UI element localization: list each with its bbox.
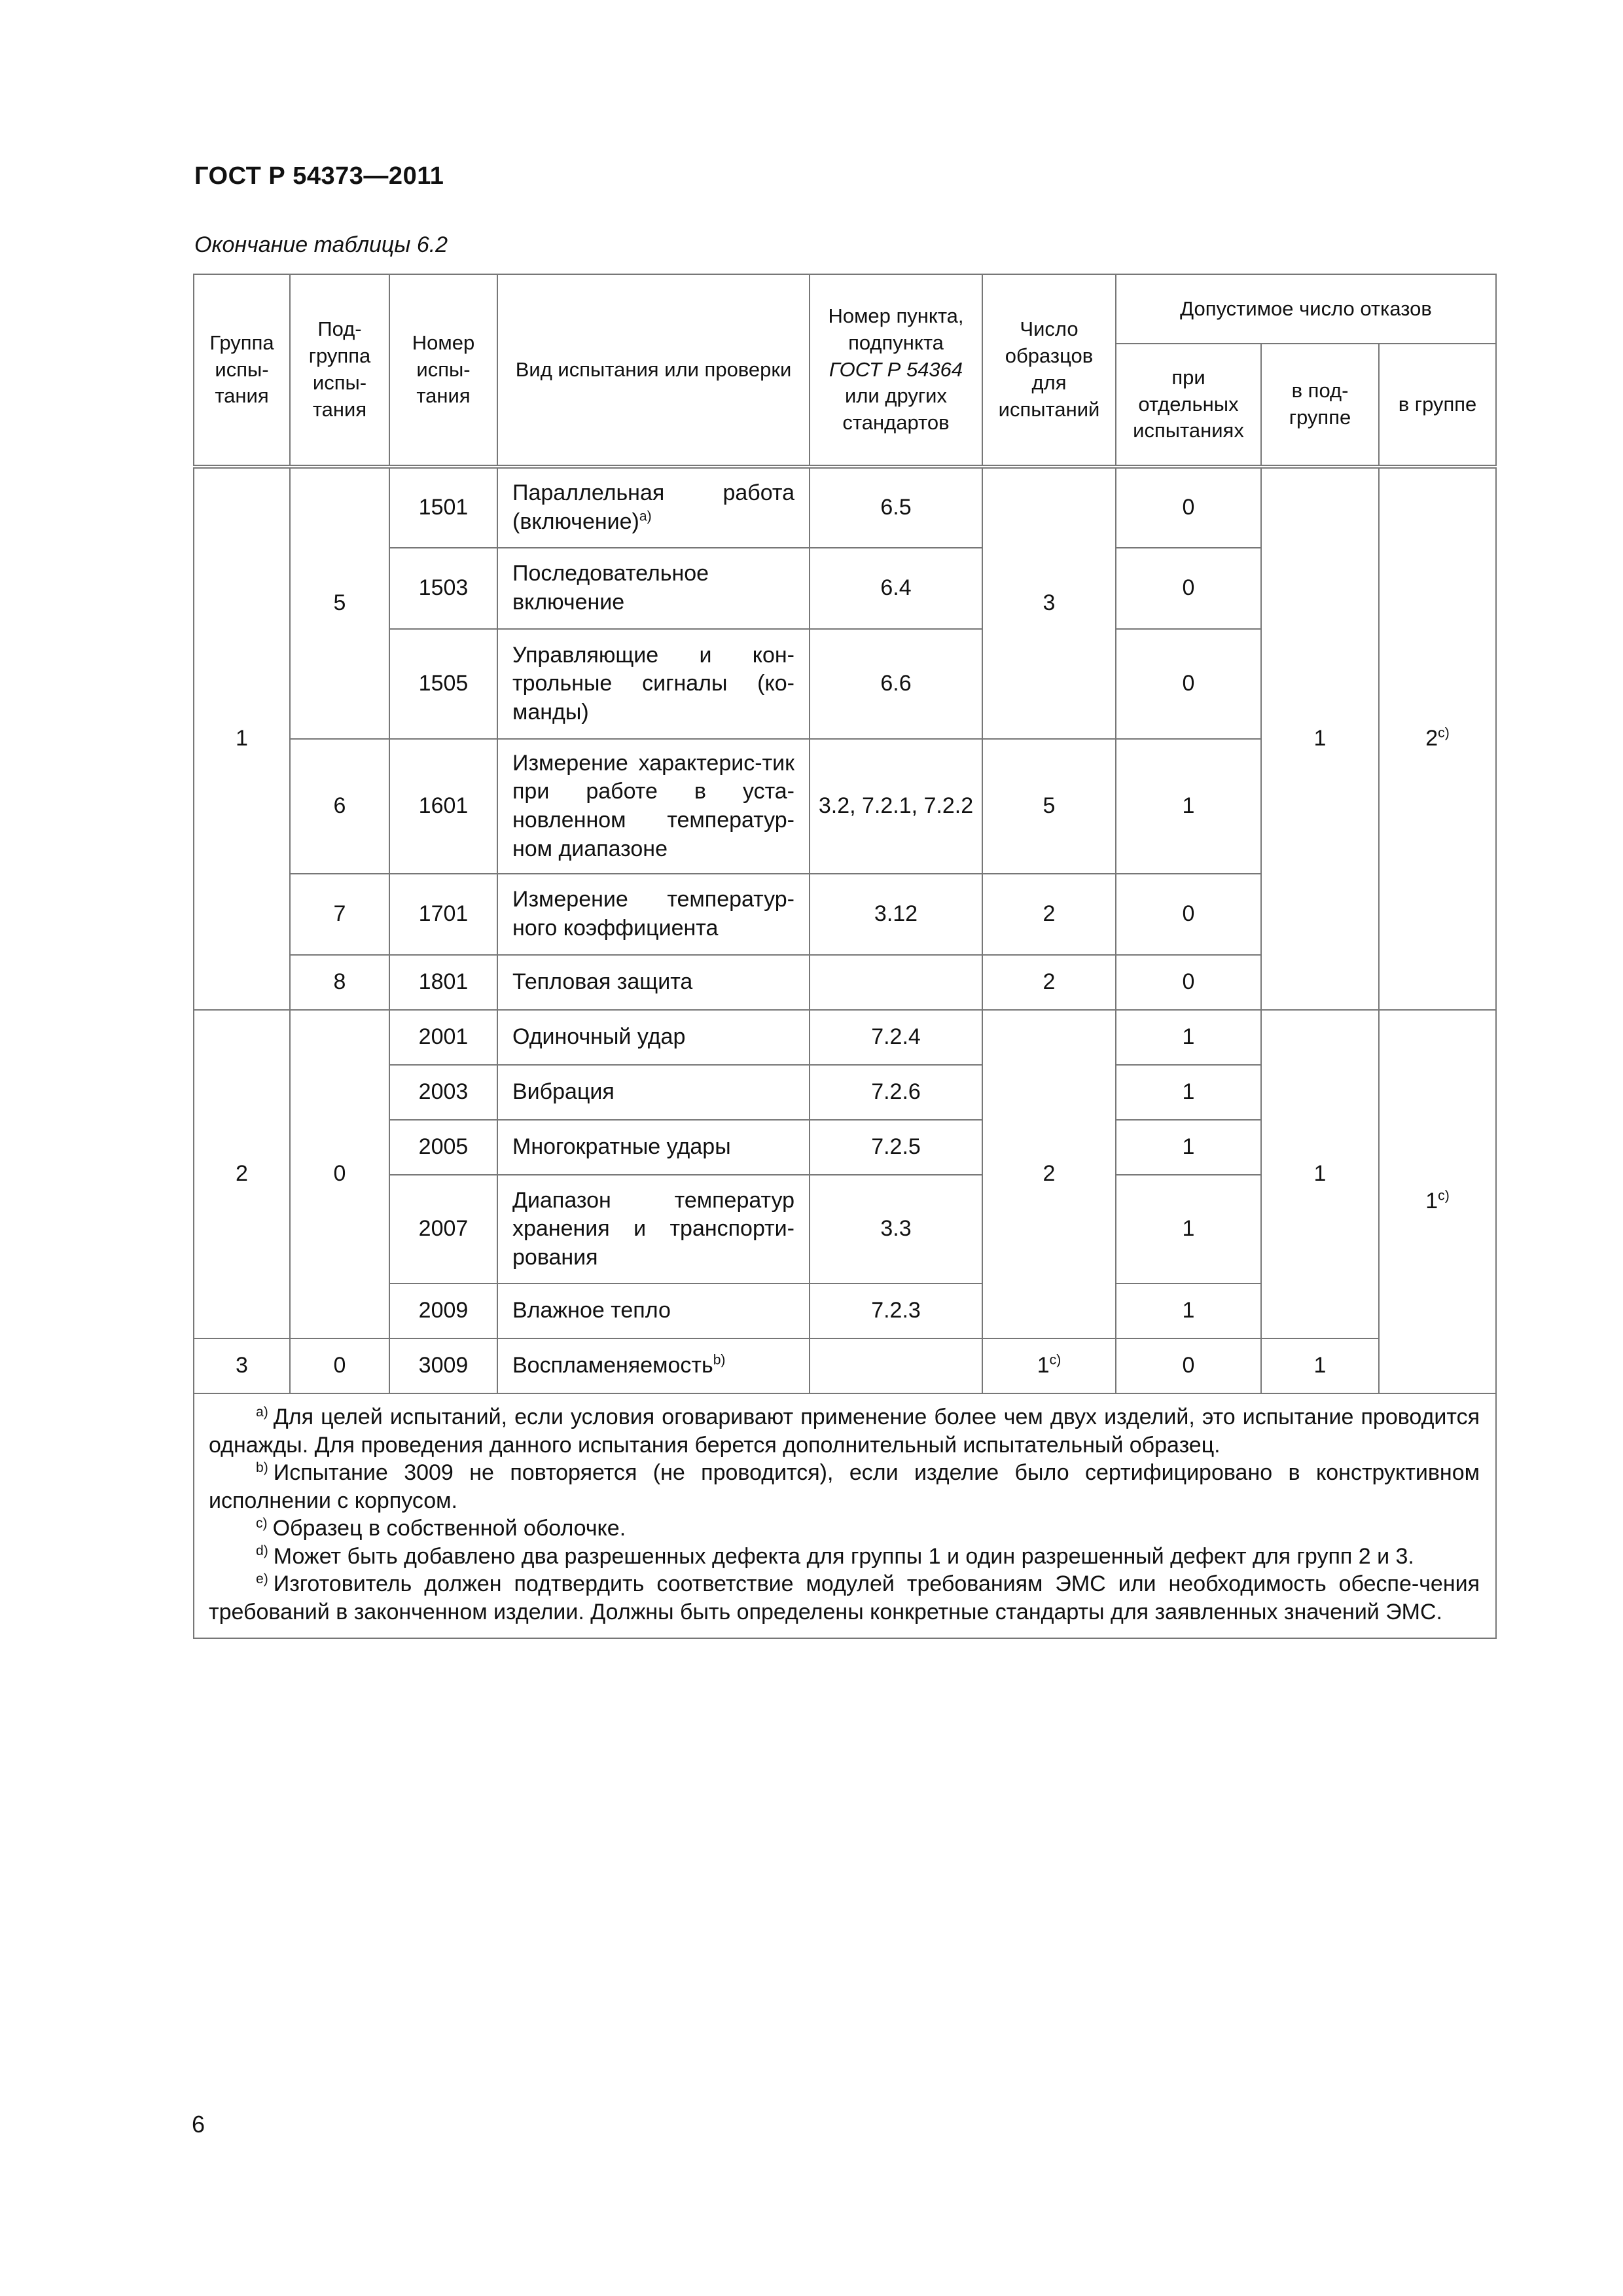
footnote-mark: e) <box>256 1571 268 1587</box>
cell-number: 1701 <box>389 874 497 955</box>
test-table <box>193 274 1497 1639</box>
cell-number: 2003 <box>389 1065 497 1120</box>
page-number: 6 <box>192 2111 205 2138</box>
table-row <box>194 1338 1496 1393</box>
cell-group: 2 <box>194 1010 290 1338</box>
cell-test-name: Последовательное включение <box>497 548 810 629</box>
cell-test-name: Измерение температур-ного коэффициента <box>497 874 810 955</box>
cell-samples: 5 <box>982 739 1116 874</box>
col-header-kind: Вид испытания или проверки <box>497 274 810 467</box>
cell-fail-subgroup: 1 <box>1261 1338 1379 1393</box>
fail-group-value: 2 <box>1425 726 1438 751</box>
footnote-ref: a) <box>639 509 652 524</box>
table-row <box>194 467 1496 548</box>
cell-test-name: Многократные удары <box>497 1120 810 1175</box>
cell-samples: 3 <box>982 467 1116 739</box>
document-header: ГОСТ Р 54373—2011 <box>194 162 444 190</box>
cell-fail-group <box>1379 467 1496 1010</box>
cell-samples <box>982 1338 1116 1393</box>
cell-clause <box>810 955 982 1010</box>
col-header-samples: Число образцов для испытаний <box>982 274 1116 467</box>
footnote-mark: d) <box>256 1543 268 1559</box>
cell-clause: 7.2.4 <box>810 1010 982 1065</box>
test-name-text: Воспламеняемость <box>512 1353 713 1378</box>
cell-number: 3009 <box>389 1338 497 1393</box>
footnote <box>209 1543 1480 1571</box>
cell-fail-individual: 1 <box>1116 1065 1261 1120</box>
col-header-fail-subgroup: в под-группе <box>1261 344 1379 467</box>
cell-fail-individual: 1 <box>1116 739 1261 874</box>
footnote-ref: c) <box>1438 1188 1450 1204</box>
clause-line1: Номер пункта, подпункта <box>828 304 964 354</box>
cell-fail-individual: 1 <box>1116 1010 1261 1065</box>
cell-test-name <box>497 1338 810 1393</box>
cell-clause: 3.2, 7.2.1, 7.2.2 <box>810 739 982 874</box>
test-name-text: Параллельная работа (включение) <box>512 480 794 534</box>
cell-test-name: Тепловая защита <box>497 955 810 1010</box>
footnote-text: Может быть добавлено два разрешенных дефекта для группы 1 и один разрешенный дефект для групп 2 и 3. <box>273 1543 1414 1569</box>
cell-fail-individual: 0 <box>1116 467 1261 548</box>
footnote-ref: c) <box>1049 1352 1061 1368</box>
notes-row <box>194 1393 1496 1638</box>
cell-clause: 7.2.3 <box>810 1283 982 1338</box>
col-header-clause <box>810 274 982 467</box>
cell-test-name: Измерение характерис-тик при работе в уста-новленном температур-ном диапазоне <box>497 739 810 874</box>
cell-test-name <box>497 467 810 548</box>
footnote-text: Изготовитель должен подтвердить соответствие модулей требованиям ЭМС или необходимость обеспе-чения требований в законченном изделии. Должны быть определены конкретные стандарты для заявленных значений ЭМС. <box>209 1571 1480 1624</box>
table-caption: Окончание таблицы 6.2 <box>194 232 448 257</box>
cell-number: 1501 <box>389 467 497 548</box>
cell-samples: 2 <box>982 955 1116 1010</box>
cell-number: 1801 <box>389 955 497 1010</box>
cell-clause <box>810 1338 982 1393</box>
cell-fail-subgroup: 1 <box>1261 467 1379 1010</box>
footnote <box>209 1459 1480 1515</box>
cell-clause: 7.2.6 <box>810 1065 982 1120</box>
col-header-failures: Допустимое число отказов <box>1116 274 1496 344</box>
cell-number: 2001 <box>389 1010 497 1065</box>
footnote-text: Для целей испытаний, если условия оговаривают применение более чем двух изделий, это испытание проводится однажды. Для проведения данного испытания берется дополнительный испытательный образец. <box>209 1405 1480 1458</box>
cell-clause: 6.6 <box>810 629 982 739</box>
cell-clause: 3.3 <box>810 1175 982 1283</box>
cell-subgroup: 0 <box>290 1010 389 1338</box>
footnote-ref: b) <box>713 1352 726 1368</box>
col-header-fail-individual: при отдельных испытаниях <box>1116 344 1261 467</box>
cell-test-name: Диапазон температур хранения и транспорти-рования <box>497 1175 810 1283</box>
col-header-subgroup: Под-группа испы-тания <box>290 274 389 467</box>
cell-fail-individual: 1 <box>1116 1283 1261 1338</box>
col-header-fail-group: в группе <box>1379 344 1496 467</box>
cell-clause: 7.2.5 <box>810 1120 982 1175</box>
cell-samples: 2 <box>982 874 1116 955</box>
cell-subgroup: 8 <box>290 955 389 1010</box>
cell-test-name: Одиночный удар <box>497 1010 810 1065</box>
cell-fail-individual: 0 <box>1116 955 1261 1010</box>
table-notes <box>194 1393 1496 1638</box>
cell-number: 1503 <box>389 548 497 629</box>
cell-test-name: Управляющие и кон-трольные сигналы (ко-манды) <box>497 629 810 739</box>
table-row <box>194 1010 1496 1065</box>
footnote-mark: a) <box>256 1404 268 1420</box>
cell-subgroup: 7 <box>290 874 389 955</box>
cell-fail-individual: 0 <box>1116 1338 1261 1393</box>
col-header-group: Группа испы-тания <box>194 274 290 467</box>
cell-fail-individual: 0 <box>1116 548 1261 629</box>
clause-line2: или других стандартов <box>842 384 950 435</box>
footnote-ref: c) <box>1438 725 1450 741</box>
footnote <box>209 1570 1480 1626</box>
cell-samples: 2 <box>982 1010 1116 1338</box>
cell-group: 3 <box>194 1338 290 1393</box>
cell-fail-individual: 0 <box>1116 874 1261 955</box>
cell-number: 2007 <box>389 1175 497 1283</box>
cell-fail-subgroup: 1 <box>1261 1010 1379 1338</box>
samples-value: 1 <box>1037 1353 1050 1378</box>
cell-fail-individual: 0 <box>1116 629 1261 739</box>
cell-fail-individual: 1 <box>1116 1175 1261 1283</box>
fail-group-value: 1 <box>1425 1189 1438 1214</box>
cell-subgroup: 6 <box>290 739 389 874</box>
cell-number: 2005 <box>389 1120 497 1175</box>
cell-test-name: Вибрация <box>497 1065 810 1120</box>
footnote-mark: b) <box>256 1460 268 1475</box>
footnote <box>209 1403 1480 1459</box>
cell-clause: 6.4 <box>810 548 982 629</box>
cell-subgroup: 5 <box>290 467 389 739</box>
footnote-text: Испытание 3009 не повторяется (не проводится), если изделие было сертифицировано в конструктивном исполнении с корпусом. <box>209 1460 1480 1513</box>
cell-group: 1 <box>194 467 290 1010</box>
footnote-text: Образец в собственной оболочке. <box>272 1516 626 1541</box>
cell-number: 2009 <box>389 1283 497 1338</box>
cell-fail-group <box>1379 1010 1496 1393</box>
cell-subgroup: 0 <box>290 1338 389 1393</box>
cell-number: 1505 <box>389 629 497 739</box>
footnote-mark: c) <box>256 1515 268 1531</box>
cell-number: 1601 <box>389 739 497 874</box>
cell-clause: 3.12 <box>810 874 982 955</box>
cell-clause: 6.5 <box>810 467 982 548</box>
clause-ref: ГОСТ Р 54364 <box>829 357 963 381</box>
footnote <box>209 1515 1480 1543</box>
col-header-number: Номер испы-тания <box>389 274 497 467</box>
cell-fail-individual: 1 <box>1116 1120 1261 1175</box>
cell-test-name: Влажное тепло <box>497 1283 810 1338</box>
